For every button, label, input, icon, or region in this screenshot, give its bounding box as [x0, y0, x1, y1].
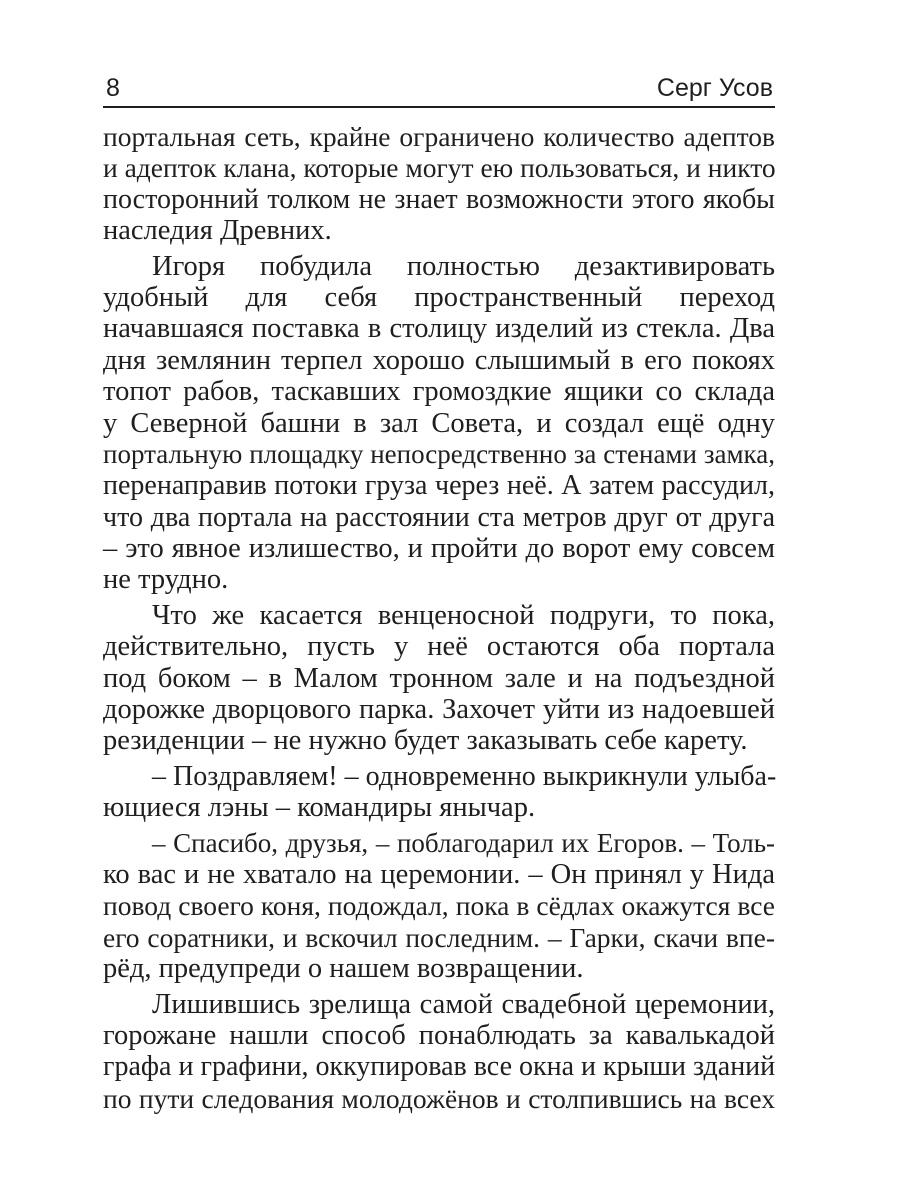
body-text: [103, 121, 775, 1118]
text-line: что два портала на расстоянии ста метров друг от друга: [103, 501, 775, 533]
running-head-author: Серг Усов: [656, 74, 773, 102]
text-line: повод своего коня, подождал, пока в сёдлах окажутся все: [103, 890, 775, 922]
paragraph: [103, 828, 775, 985]
text-line: его соратники, и вскочил последним. – Гарки, скачи впе-: [103, 921, 775, 953]
text-line: по пути следования молодожёнов и столпившись на всех: [103, 1082, 775, 1114]
text-line: портальную площадку непосредственно за стенами замка,: [103, 438, 775, 469]
text-line: удобный для себя пространственный переход: [103, 281, 775, 313]
text-line: дорожке дворцового парка. Захочет уйти из надоевшей: [103, 694, 775, 726]
text-line: действительно, пусть у неё остаются оба портала: [103, 631, 775, 663]
text-line: горожане нашли способ понаблюдать за кавалькадой: [103, 1019, 775, 1051]
page-header: [103, 72, 775, 108]
paragraph: [103, 121, 775, 247]
paragraph: [103, 761, 775, 824]
text-line: наследия Древних.: [103, 215, 332, 247]
text-line: перенаправив потоки груза через неё. А затем рассудил,: [103, 470, 775, 502]
text-line: графа и графини, оккупировав все окна и крыши зданий: [103, 1051, 776, 1083]
text-line: портальная сеть, крайне ограничено количество адептов: [103, 121, 775, 152]
text-line: ющиеся лэны – командиры янычар.: [103, 792, 536, 824]
paragraph: [103, 989, 775, 1115]
page-number: 8: [106, 74, 120, 102]
text-line: Игоря побудила полностью дезактивировать: [152, 250, 775, 282]
text-line: – Поздравляем! – одновременно выкрикнули улыба-: [152, 760, 777, 792]
text-line: не трудно.: [103, 564, 229, 596]
text-line: рёд, предупреди о нашем возвращении.: [103, 953, 584, 985]
text-line: под боком – в Малом тронном зале и на подъездной: [103, 662, 775, 694]
text-line: резиденции – не нужно будет заказывать себе карету.: [103, 725, 748, 757]
text-line: Лишившись зрелища самой свадебной церемонии,: [152, 988, 775, 1020]
text-line: посторонний толком не знает возможности этого якобы: [103, 183, 775, 215]
paragraph: [103, 600, 775, 757]
text-line: у Северной башни в зал Совета, и создал ещё одну: [103, 407, 775, 439]
text-line: дня землянин терпел хорошо слышимый в его покоях: [103, 344, 775, 376]
text-line: Что же касается венценосной подруги, то пока,: [152, 599, 775, 631]
paragraph: [103, 251, 775, 596]
text-line: – Спасибо, друзья, – поблагодарил их Егоров. – Толь-: [152, 827, 775, 858]
text-line: ко вас и не хватало на церемонии. – Он принял у Нида: [103, 858, 775, 890]
text-line: начавшаяся поставка в столицу изделий из стекла. Два: [103, 313, 775, 345]
text-line: и адепток клана, которые могут ею пользоваться, и никто: [103, 152, 776, 184]
text-line: топот рабов, таскавших громоздкие ящики со склада: [103, 376, 775, 408]
text-line: – это явное излишество, и пройти до ворот ему совсем: [103, 533, 775, 565]
